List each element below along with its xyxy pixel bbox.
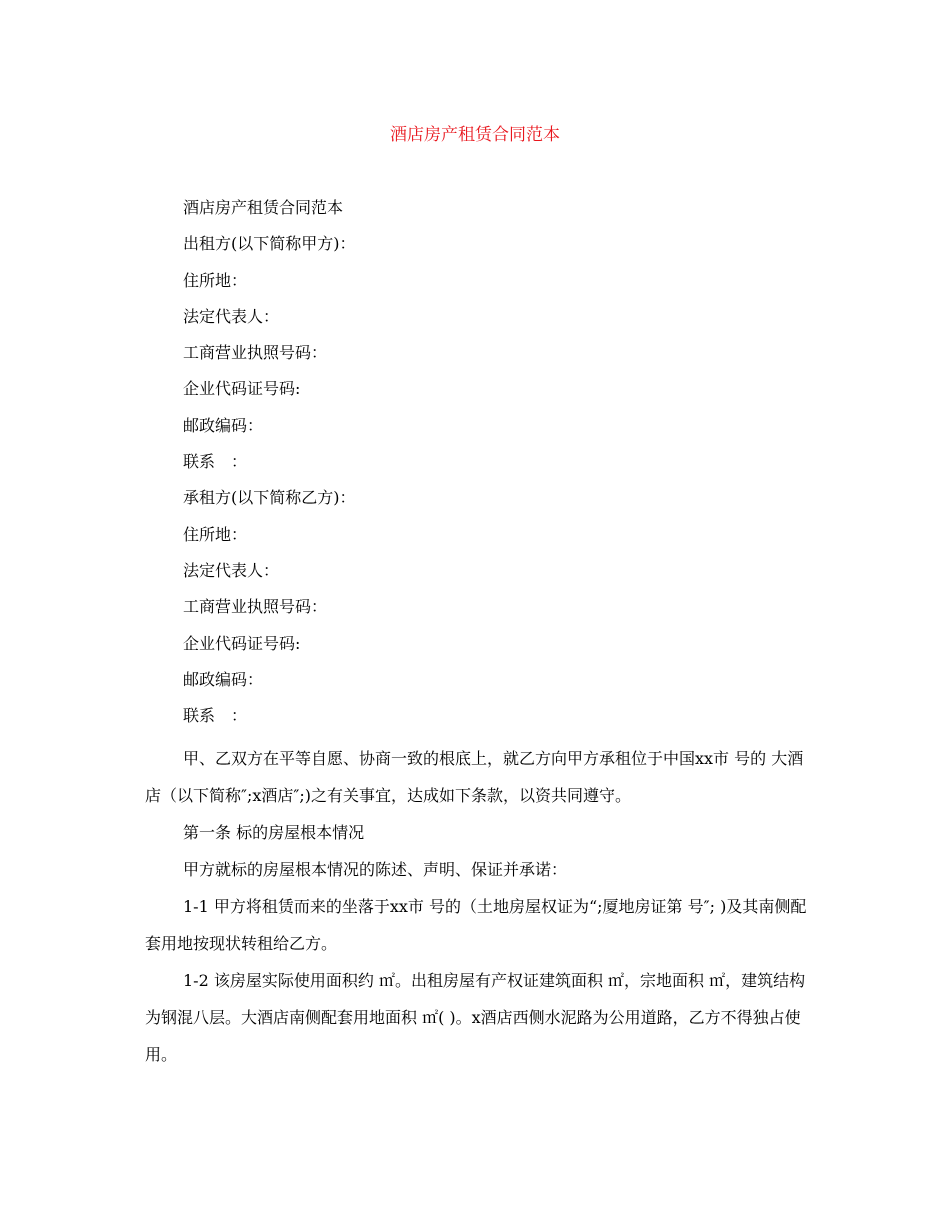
lessee-contact: 联系 ： [183,706,248,726]
article-1-intro: 甲方就标的房屋根本情况的陈述、声明、保证并承诺： [183,860,568,880]
lessee-postcode: 邮政编码： [183,669,264,689]
lessor-contact: 联系 ： [183,452,248,472]
lessor-legal-rep: 法定代表人： [183,306,280,326]
lessor-org-code: 企业代码证号码: [183,379,301,399]
article-1-heading: 第一条 标的房屋根本情况 [183,823,365,843]
clause-1-2: 1-2 该房屋实际使用面积约 ㎡。出租房屋有产权证建筑面积 ㎡，宗地面积 ㎡，建筑结构为钢混八层。大酒店南侧配套用地面积 ㎡( )。x酒店西侧水泥路为公用道路，乙方不得独占使用。 [145,971,806,1065]
header-line: 酒店房产租赁合同范本 [183,198,344,217]
lessee-legal-rep: 法定代表人： [183,560,280,580]
lessor-license-no: 工商营业执照号码： [183,343,328,363]
document-title: 酒店房产租赁合同范本 [390,125,560,145]
lessee-heading: 承租方(以下简称乙方)： [183,488,356,508]
lessee-address: 住所地： [183,524,248,544]
clause-1-1: 1-1 甲方将租赁而来的坐落于xx市 号的（土地房屋权证为“;厦地房证第 号″; )及其南侧配套用地按现状转租给乙方。 [145,897,807,954]
preamble-paragraph: 甲、乙双方在平等自愿、协商一致的根底上，就乙方向甲方承租位于中国xx市 号的 大酒店（以下简称″;x酒店″;)之有关事宜，达成如下条款，以资共同遵守。 [145,749,804,806]
lessee-license-no: 工商营业执照号码： [183,597,328,617]
lessee-org-code: 企业代码证号码: [183,633,301,653]
document-body [145,196,810,1073]
lessor-postcode: 邮政编码： [183,415,264,435]
lessor-heading: 出租方(以下简称甲方)： [183,234,356,254]
lessor-address: 住所地： [183,270,248,290]
